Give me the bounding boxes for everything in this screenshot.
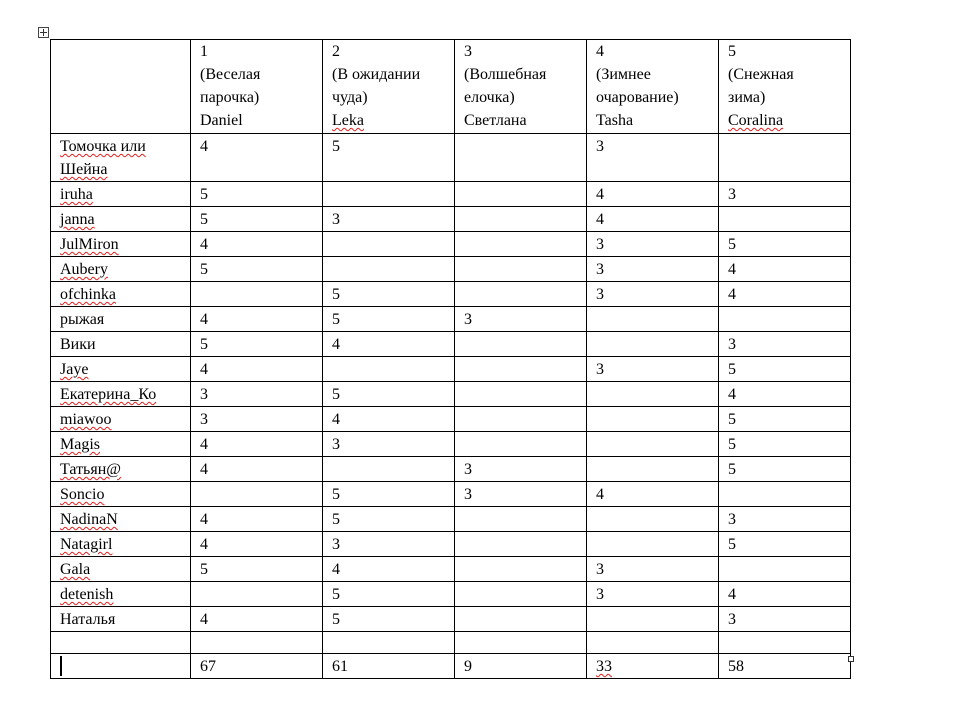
score-value: 4 xyxy=(200,461,208,478)
score-cell-1[interactable] xyxy=(191,232,323,257)
score-cell-1[interactable] xyxy=(191,332,323,357)
score-cell-4[interactable] xyxy=(587,457,719,482)
score-value: 5 xyxy=(332,286,340,303)
score-cell-5[interactable] xyxy=(719,432,851,457)
participant-name: JulMiron xyxy=(60,236,119,253)
header-4-title-line2: очарование) xyxy=(596,89,679,106)
table-row xyxy=(51,432,851,457)
score-cell-5[interactable] xyxy=(719,557,851,582)
header-1-title-line2: парочка) xyxy=(200,89,260,106)
score-cell-4[interactable] xyxy=(587,557,719,582)
score-cell-3[interactable] xyxy=(455,557,587,582)
score-cell-3[interactable] xyxy=(455,632,587,654)
score-value: 5 xyxy=(728,461,736,478)
score-cell-5[interactable] xyxy=(719,382,851,407)
table-row xyxy=(51,307,851,332)
score-value: 5 xyxy=(200,186,208,203)
score-cell-4[interactable] xyxy=(587,307,719,332)
score-cell-3[interactable] xyxy=(455,432,587,457)
score-value: 3 xyxy=(332,536,340,553)
total-value-1: 67 xyxy=(200,658,216,675)
score-value: 4 xyxy=(332,411,340,428)
header-row xyxy=(51,40,851,134)
score-value: 4 xyxy=(200,236,208,253)
score-cell-2[interactable] xyxy=(323,257,455,282)
score-cell-3[interactable] xyxy=(455,482,587,507)
score-cell-3[interactable] xyxy=(455,532,587,557)
score-cell-1[interactable] xyxy=(191,257,323,282)
header-4-author: Tasha xyxy=(596,112,634,129)
table-row xyxy=(51,457,851,482)
score-cell-2[interactable] xyxy=(323,582,455,607)
score-cell-3[interactable] xyxy=(455,607,587,632)
score-value: 3 xyxy=(332,211,340,228)
score-cell-5[interactable] xyxy=(719,582,851,607)
header-3-number: 3 xyxy=(464,43,472,60)
table-row xyxy=(51,357,851,382)
table-row xyxy=(51,207,851,232)
header-cell-2[interactable] xyxy=(323,40,455,134)
score-value: 4 xyxy=(200,536,208,553)
participant-name: ofchinka xyxy=(60,286,116,303)
header-5-title-line1: (Снежная xyxy=(728,66,794,83)
participant-name-cell[interactable] xyxy=(51,507,191,532)
score-cell-3[interactable] xyxy=(455,382,587,407)
score-value: 4 xyxy=(200,361,208,378)
score-cell-5[interactable] xyxy=(719,282,851,307)
header-2-author: Leka xyxy=(332,112,364,129)
score-cell-3[interactable] xyxy=(455,507,587,532)
score-cell-5[interactable] xyxy=(719,407,851,432)
participant-name: detenish xyxy=(60,586,114,603)
score-cell-5[interactable] xyxy=(719,607,851,632)
table-row xyxy=(51,582,851,607)
score-cell-4[interactable] xyxy=(587,182,719,207)
score-cell-5[interactable] xyxy=(719,482,851,507)
total-cell-5[interactable] xyxy=(719,654,851,679)
score-cell-1[interactable] xyxy=(191,307,323,332)
score-value: 3 xyxy=(728,186,736,203)
participant-name-cell[interactable] xyxy=(51,134,191,182)
score-cell-2[interactable] xyxy=(323,482,455,507)
score-cell-2[interactable] xyxy=(323,507,455,532)
score-cell-2[interactable] xyxy=(323,232,455,257)
score-value: 3 xyxy=(200,386,208,403)
score-value: 4 xyxy=(728,286,736,303)
score-cell-2[interactable] xyxy=(323,332,455,357)
participant-name-cell[interactable] xyxy=(51,332,191,357)
score-cell-4[interactable] xyxy=(587,407,719,432)
score-cell-4[interactable] xyxy=(587,582,719,607)
header-cell-3[interactable] xyxy=(455,40,587,134)
score-cell-4[interactable] xyxy=(587,282,719,307)
header-cell-1[interactable] xyxy=(191,40,323,134)
score-cell-5[interactable] xyxy=(719,532,851,557)
header-3-title-line2: елочка) xyxy=(464,89,515,106)
score-cell-5[interactable] xyxy=(719,357,851,382)
score-value: 5 xyxy=(332,511,340,528)
participant-name: Екатерина_Ко xyxy=(60,386,157,403)
score-value: 4 xyxy=(200,311,208,328)
score-cell-3[interactable] xyxy=(455,282,587,307)
score-cell-5[interactable] xyxy=(719,182,851,207)
score-cell-1[interactable] xyxy=(191,282,323,307)
score-cell-2[interactable] xyxy=(323,557,455,582)
participant-name: рыжая xyxy=(60,311,105,328)
score-cell-3[interactable] xyxy=(455,207,587,232)
score-value: 5 xyxy=(332,138,340,155)
score-value: 4 xyxy=(200,436,208,453)
score-cell-2[interactable] xyxy=(323,407,455,432)
score-cell-4[interactable] xyxy=(587,232,719,257)
score-cell-5[interactable] xyxy=(719,232,851,257)
score-value: 5 xyxy=(200,561,208,578)
score-cell-4[interactable] xyxy=(587,357,719,382)
header-2-number: 2 xyxy=(332,43,340,60)
score-value: 5 xyxy=(728,436,736,453)
score-cell-4[interactable] xyxy=(587,382,719,407)
header-1-title-line1: (Веселая xyxy=(200,66,261,83)
score-cell-2[interactable] xyxy=(323,432,455,457)
score-value: 4 xyxy=(200,138,208,155)
participant-name: miawoo xyxy=(60,411,112,428)
score-cell-1[interactable] xyxy=(191,532,323,557)
totals-label-cell[interactable] xyxy=(51,654,191,679)
score-cell-3[interactable] xyxy=(455,582,587,607)
score-cell-5[interactable] xyxy=(719,507,851,532)
score-cell-1[interactable] xyxy=(191,207,323,232)
total-cell-1[interactable] xyxy=(191,654,323,679)
score-cell-4[interactable] xyxy=(587,207,719,232)
participant-name: Gala xyxy=(60,561,91,578)
score-cell-1[interactable] xyxy=(191,432,323,457)
score-value: 5 xyxy=(200,211,208,228)
header-2-title-line1: (В ожидании xyxy=(332,66,421,83)
table-row xyxy=(51,382,851,407)
header-cell-4[interactable] xyxy=(587,40,719,134)
total-cell-3[interactable] xyxy=(455,654,587,679)
participant-name-cell[interactable] xyxy=(51,407,191,432)
participant-name: Татьян@ xyxy=(60,461,122,478)
table-row xyxy=(51,232,851,257)
score-value: 5 xyxy=(728,236,736,253)
participant-name: Томочка или Шейна xyxy=(60,138,146,178)
score-cell-1[interactable] xyxy=(191,407,323,432)
score-value: 4 xyxy=(200,511,208,528)
score-cell-2[interactable] xyxy=(323,382,455,407)
participant-name: iruha xyxy=(60,186,93,203)
score-value: 4 xyxy=(200,611,208,628)
score-cell-2[interactable] xyxy=(323,632,455,654)
header-3-author: Светлана xyxy=(464,112,527,129)
score-cell-5[interactable] xyxy=(719,632,851,654)
score-value: 3 xyxy=(200,411,208,428)
participant-name-cell[interactable] xyxy=(51,582,191,607)
header-1-author: Daniel xyxy=(200,112,243,129)
total-value-4: 33 xyxy=(596,658,612,675)
corner-cell[interactable] xyxy=(51,40,191,134)
table-row xyxy=(51,182,851,207)
score-cell-4[interactable] xyxy=(587,482,719,507)
score-cell-4[interactable] xyxy=(587,507,719,532)
score-cell-5[interactable] xyxy=(719,134,851,182)
score-cell-1[interactable] xyxy=(191,357,323,382)
score-cell-3[interactable] xyxy=(455,332,587,357)
header-5-number: 5 xyxy=(728,43,736,60)
participant-name-cell[interactable] xyxy=(51,382,191,407)
score-cell-2[interactable] xyxy=(323,134,455,182)
score-value: 3 xyxy=(596,361,604,378)
ratings-body xyxy=(51,134,851,654)
score-value: 5 xyxy=(728,411,736,428)
score-value: 5 xyxy=(332,611,340,628)
table-row xyxy=(51,607,851,632)
table-row xyxy=(51,282,851,307)
score-cell-1[interactable] xyxy=(191,482,323,507)
score-value: 3 xyxy=(332,436,340,453)
score-value: 4 xyxy=(332,561,340,578)
score-cell-5[interactable] xyxy=(719,307,851,332)
score-value: 4 xyxy=(728,261,736,278)
score-value: 5 xyxy=(332,586,340,603)
score-cell-2[interactable] xyxy=(323,607,455,632)
table-row xyxy=(51,482,851,507)
score-cell-1[interactable] xyxy=(191,582,323,607)
participant-name: Jaye xyxy=(60,361,89,378)
score-cell-5[interactable] xyxy=(719,457,851,482)
score-cell-4[interactable] xyxy=(587,257,719,282)
participant-name-cell[interactable] xyxy=(51,607,191,632)
header-5-title-line2: зима) xyxy=(728,89,766,106)
header-1-number: 1 xyxy=(200,43,208,60)
score-cell-4[interactable] xyxy=(587,532,719,557)
table-row xyxy=(51,134,851,182)
participant-name-cell[interactable] xyxy=(51,457,191,482)
participant-name: Вики xyxy=(60,336,96,353)
score-value: 5 xyxy=(728,361,736,378)
header-3-title-line1: (Волшебная xyxy=(464,66,547,83)
score-value: 3 xyxy=(596,286,604,303)
score-cell-5[interactable] xyxy=(719,257,851,282)
participant-name-cell[interactable] xyxy=(51,257,191,282)
score-cell-3[interactable] xyxy=(455,457,587,482)
total-value-3: 9 xyxy=(464,658,472,675)
table-row xyxy=(51,632,851,654)
score-cell-1[interactable] xyxy=(191,457,323,482)
score-value: 3 xyxy=(464,486,472,503)
score-value: 3 xyxy=(728,611,736,628)
score-cell-2[interactable] xyxy=(323,307,455,332)
score-cell-1[interactable] xyxy=(191,607,323,632)
score-cell-2[interactable] xyxy=(323,182,455,207)
score-value: 3 xyxy=(596,261,604,278)
score-cell-5[interactable] xyxy=(719,332,851,357)
participant-name-cell[interactable] xyxy=(51,207,191,232)
score-cell-3[interactable] xyxy=(455,357,587,382)
participant-name-cell[interactable] xyxy=(51,632,191,654)
score-value: 3 xyxy=(596,138,604,155)
participant-name: janna xyxy=(60,211,95,228)
score-cell-2[interactable] xyxy=(323,282,455,307)
header-5-author: Coralina xyxy=(728,112,784,129)
score-cell-1[interactable] xyxy=(191,182,323,207)
score-cell-3[interactable] xyxy=(455,307,587,332)
score-cell-4[interactable] xyxy=(587,607,719,632)
participant-name-cell[interactable] xyxy=(51,357,191,382)
participant-name-cell[interactable] xyxy=(51,532,191,557)
score-cell-2[interactable] xyxy=(323,207,455,232)
score-cell-2[interactable] xyxy=(323,357,455,382)
table-move-handle-icon[interactable] xyxy=(38,27,49,38)
participant-name: Natagirl xyxy=(60,536,113,553)
table-row xyxy=(51,257,851,282)
ratings-table xyxy=(50,39,851,679)
score-cell-4[interactable] xyxy=(587,632,719,654)
table-resize-handle-icon[interactable] xyxy=(848,656,854,662)
header-4-number: 4 xyxy=(596,43,604,60)
score-value: 5 xyxy=(200,261,208,278)
score-cell-1[interactable] xyxy=(191,557,323,582)
score-cell-3[interactable] xyxy=(455,134,587,182)
score-value: 4 xyxy=(728,586,736,603)
table-row xyxy=(51,332,851,357)
score-value: 5 xyxy=(332,486,340,503)
score-cell-1[interactable] xyxy=(191,382,323,407)
totals-row xyxy=(51,654,851,679)
total-value-5: 58 xyxy=(728,658,744,675)
table-row xyxy=(51,557,851,582)
participant-name-cell[interactable] xyxy=(51,557,191,582)
score-cell-1[interactable] xyxy=(191,507,323,532)
score-value: 3 xyxy=(596,236,604,253)
total-value-2: 61 xyxy=(332,658,348,675)
participant-name-cell[interactable] xyxy=(51,282,191,307)
participant-name-cell[interactable] xyxy=(51,232,191,257)
score-cell-4[interactable] xyxy=(587,332,719,357)
score-cell-4[interactable] xyxy=(587,134,719,182)
score-value: 4 xyxy=(596,486,604,503)
table-row xyxy=(51,532,851,557)
header-4-title-line1: (Зимнее xyxy=(596,66,651,83)
score-cell-2[interactable] xyxy=(323,532,455,557)
participant-name: Наталья xyxy=(60,611,116,628)
total-cell-4[interactable] xyxy=(587,654,719,679)
score-value: 5 xyxy=(332,386,340,403)
score-value: 3 xyxy=(596,561,604,578)
text-cursor xyxy=(60,656,62,676)
score-cell-3[interactable] xyxy=(455,182,587,207)
score-value: 4 xyxy=(596,186,604,203)
score-cell-3[interactable] xyxy=(455,232,587,257)
participant-name-cell[interactable] xyxy=(51,307,191,332)
score-value: 4 xyxy=(728,386,736,403)
score-value: 3 xyxy=(464,311,472,328)
score-value: 4 xyxy=(596,211,604,228)
participant-name: Aubery xyxy=(60,261,108,278)
score-value: 3 xyxy=(464,461,472,478)
score-cell-1[interactable] xyxy=(191,632,323,654)
table-row xyxy=(51,407,851,432)
score-value: 5 xyxy=(332,311,340,328)
score-value: 3 xyxy=(596,586,604,603)
participant-name: NadinaN xyxy=(60,511,118,528)
score-cell-5[interactable] xyxy=(719,207,851,232)
header-cell-5[interactable] xyxy=(719,40,851,134)
score-cell-1[interactable] xyxy=(191,134,323,182)
score-cell-2[interactable] xyxy=(323,457,455,482)
participant-name: Magis xyxy=(60,436,100,453)
score-value: 5 xyxy=(200,336,208,353)
score-cell-3[interactable] xyxy=(455,257,587,282)
score-value: 3 xyxy=(728,511,736,528)
total-cell-2[interactable] xyxy=(323,654,455,679)
score-value: 4 xyxy=(332,336,340,353)
header-2-title-line2: чуда) xyxy=(332,89,368,106)
participant-name-cell[interactable] xyxy=(51,482,191,507)
participant-name: Soncio xyxy=(60,486,105,503)
score-value: 3 xyxy=(728,336,736,353)
table-row xyxy=(51,507,851,532)
participant-name-cell[interactable] xyxy=(51,432,191,457)
score-cell-4[interactable] xyxy=(587,432,719,457)
score-value: 5 xyxy=(728,536,736,553)
score-cell-3[interactable] xyxy=(455,407,587,432)
participant-name-cell[interactable] xyxy=(51,182,191,207)
